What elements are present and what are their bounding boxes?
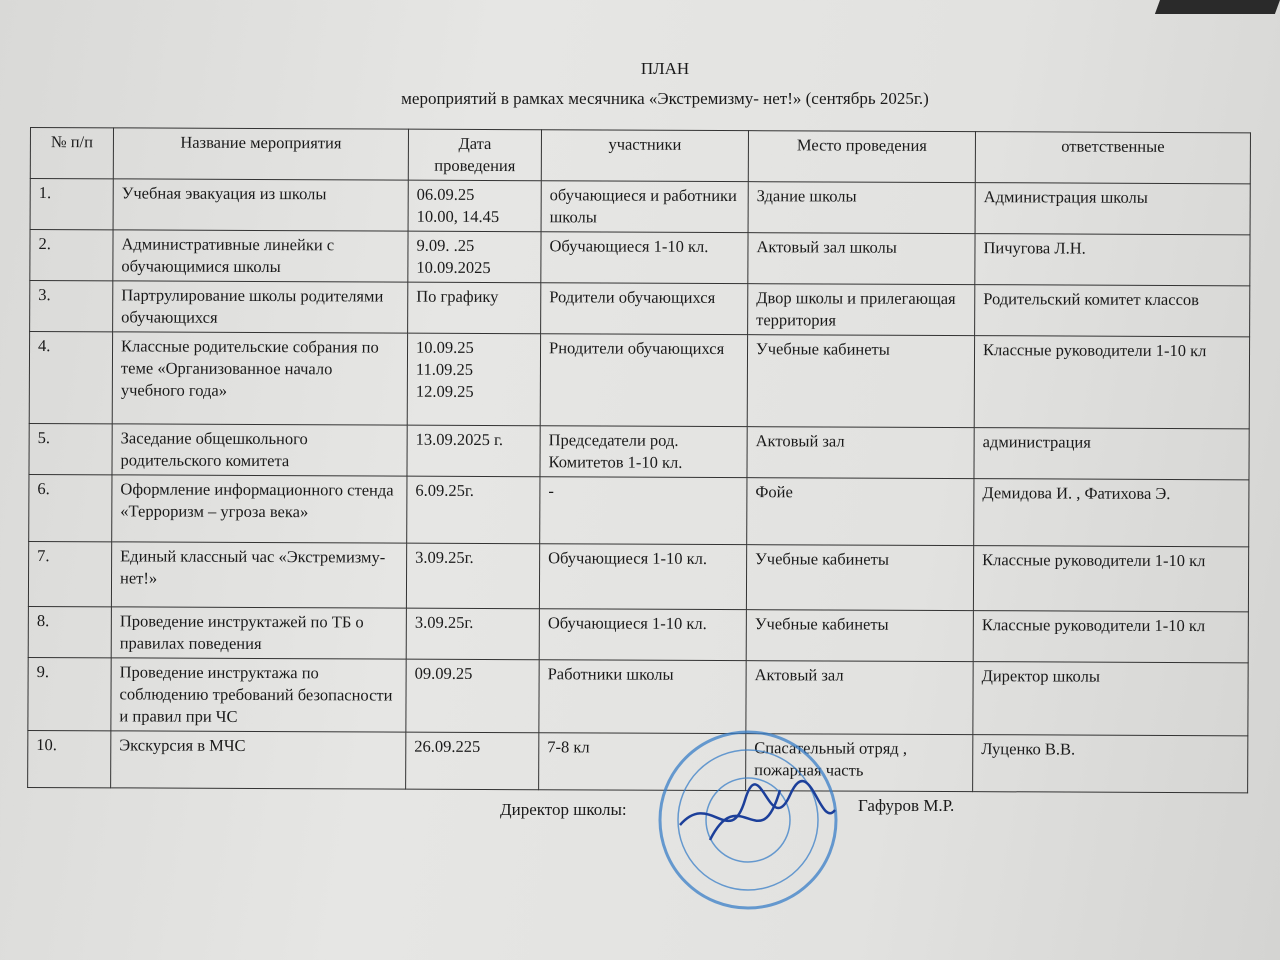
place: Учебные кабинеты: [746, 610, 973, 662]
table-row: [29, 474, 1249, 546]
responsible: Классные руководители 1-10 кл: [973, 611, 1248, 663]
header-responsible: ответственные: [975, 132, 1250, 184]
header-number: № п/п: [30, 128, 113, 179]
event-date: По графику: [408, 282, 541, 334]
responsible: Администрация школы: [975, 183, 1250, 235]
header-place: Место проведения: [748, 131, 975, 183]
event-date: 26.09.225: [406, 732, 539, 790]
event-name: Административные линейки с обучающимися школы: [113, 230, 408, 282]
event-name: Проведение инструктажей по ТБ о правилах поведения: [111, 607, 406, 659]
responsible: Классные руководители 1-10 кл: [973, 546, 1248, 612]
participants: Работники школы: [539, 660, 746, 734]
table-row: [30, 281, 1250, 337]
events-table: [27, 127, 1251, 793]
event-name: Проведение инструктажа по соблюдению требований безопасности и правил при ЧС: [111, 658, 406, 732]
participants: Обучающиеся 1-10 кл.: [541, 232, 748, 284]
place: Учебные кабинеты: [747, 335, 974, 428]
event-name: Единый классный час «Экстремизму- нет!»: [111, 542, 406, 608]
photo-edge: [1155, 0, 1280, 14]
row-number: 8.: [28, 606, 111, 657]
row-number: 10.: [28, 730, 111, 787]
document-subtitle: мероприятий в рамках месячника «Экстремизму- нет!» (сентябрь 2025г.): [401, 89, 929, 108]
responsible: Классные руководители 1-10 кл: [974, 336, 1249, 429]
participants: -: [540, 477, 747, 545]
row-number: 3.: [30, 281, 113, 332]
place: Фойе: [747, 478, 974, 546]
event-name: Классные родительские собрания по теме «Организованное начало учебного года»: [112, 332, 407, 425]
table-row: [28, 657, 1248, 735]
signature-icon: [680, 781, 835, 840]
event-date: 09.09.25: [406, 659, 539, 733]
place: Двор школы и прилегающая территория: [748, 284, 975, 336]
place: Спасательный отряд , пожарная часть: [746, 734, 973, 792]
participants: обучающиеся и работники школы: [541, 181, 748, 233]
event-name: Заседание общешкольного родительского комитета: [112, 424, 407, 476]
signature-label: Директор школы:: [500, 800, 627, 819]
signature-name: Гафуров М.Р.: [858, 796, 955, 815]
header-date: Дата проведения: [408, 129, 541, 181]
table-row: [30, 179, 1250, 235]
event-date: 10.09.25 11.09.25 12.09.25: [407, 333, 540, 426]
event-date: 3.09.25г.: [406, 543, 539, 609]
event-name: Экскурсия в МЧС: [111, 731, 406, 789]
header-event: Название мероприятия: [113, 128, 408, 180]
place: Актовый зал школы: [748, 233, 975, 285]
place: Актовый зал: [747, 427, 974, 479]
participants: Председатели род. Комитетов 1-10 кл.: [540, 426, 747, 478]
participants: Обучающиеся 1-10 кл.: [539, 544, 746, 610]
header-participants: участники: [541, 130, 748, 182]
responsible: Директор школы: [973, 662, 1248, 736]
place: Актовый зал: [746, 661, 973, 735]
row-number: 4.: [29, 332, 112, 424]
table-row: [28, 541, 1248, 611]
event-name: Партрулирование школы родителями обучающихся: [113, 281, 408, 333]
table-row: [30, 230, 1250, 286]
responsible: Родительский комитет классов: [975, 285, 1250, 337]
table-row: [29, 332, 1249, 429]
event-name: Учебная эвакуация из школы: [113, 179, 408, 231]
row-number: 6.: [29, 474, 112, 541]
table-row: [28, 730, 1248, 792]
document-title: ПЛАН: [640, 59, 690, 78]
responsible: Луценко В.В.: [973, 735, 1248, 793]
event-date: 9.09. .25 10.09.2025: [408, 231, 541, 283]
participants: 7-8 кл: [539, 733, 746, 791]
event-date: 6.09.25г.: [407, 476, 540, 544]
row-number: 1.: [30, 179, 113, 230]
table-row: [29, 423, 1249, 479]
participants: Обучающиеся 1-10 кл.: [539, 609, 746, 661]
school-stamp-icon: [650, 720, 850, 930]
participants: Родители обучающихся: [541, 283, 748, 335]
event-date: 13.09.2025 г.: [407, 425, 540, 477]
responsible: администрация: [974, 428, 1249, 480]
row-number: 5.: [29, 423, 112, 474]
row-number: 2.: [30, 230, 113, 281]
participants: Рнодители обучающихся: [540, 334, 747, 427]
responsible: Пичугова Л.Н.: [975, 234, 1250, 286]
table-header-row: [30, 128, 1250, 184]
responsible: Демидова И. , Фатихова Э.: [974, 479, 1249, 547]
event-date: 3.09.25г.: [406, 608, 539, 660]
place: Учебные кабинеты: [746, 545, 973, 611]
table-row: [28, 606, 1248, 662]
row-number: 7.: [28, 541, 111, 606]
event-name: Оформление информационного стенда «Терроризм – угроза века»: [112, 475, 407, 543]
event-date: 06.09.25 10.00, 14.45: [408, 180, 541, 232]
place: Здание школы: [748, 182, 975, 234]
row-number: 9.: [28, 657, 111, 730]
